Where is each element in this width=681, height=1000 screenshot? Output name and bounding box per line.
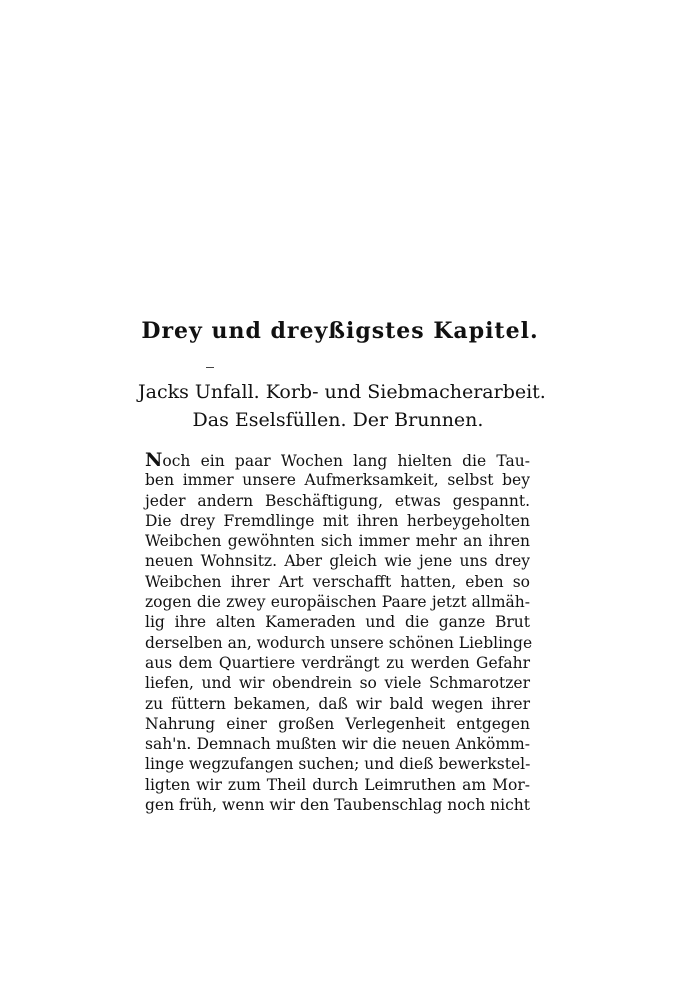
- text-line: liefen, und wir obendrein so viele Schmarotzer: [145, 674, 530, 693]
- text-line: zu füttern bekamen, daß wir bald wegen ihrer: [145, 694, 530, 713]
- chapter-summary-line: Jacks Unfall. Korb- und Siebmacherarbeit.: [138, 381, 546, 403]
- heading-divider: [206, 367, 214, 368]
- text-line: gen früh, wenn wir den Taubenschlag noch nicht: [145, 796, 530, 815]
- text-line: Nahrung einer großen Verlegenheit entgegen: [145, 714, 530, 733]
- text-line: ben immer unsere Aufmerksamkeit, selbst bey: [145, 471, 530, 490]
- text-line: ligten wir zum Theil durch Leimruthen am Mor-: [145, 775, 530, 794]
- text-line: linge wegzufangen suchen; und dieß bewerkstel-: [145, 755, 531, 774]
- text-line: jeder andern Beschäftigung, etwas gespannt.: [145, 491, 530, 510]
- text-line: Die drey Fremdlinge mit ihren herbeygeholten: [145, 511, 530, 530]
- text-line: Weibchen gewöhnten sich immer mehr an ihren: [145, 532, 530, 551]
- chapter-summary-line: Das Eselsfüllen. Der Brunnen.: [192, 409, 484, 431]
- text-line: Weibchen ihrer Art verschafft hatten, eben so: [145, 572, 530, 591]
- chapter-heading: Drey und dreyßigstes Kapitel.: [141, 318, 539, 344]
- body-paragraph: [145, 449, 533, 815]
- text-line: derselben an, wodurch unsere schönen Lieblinge: [145, 633, 533, 652]
- text-line: lig ihre alten Kameraden und die ganze Brut: [145, 613, 530, 632]
- text-line: neuen Wohnsitz. Aber gleich wie jene uns drey: [145, 552, 530, 571]
- text-line: sah'n. Demnach mußten wir die neuen Ankömm-: [145, 735, 530, 754]
- text-line: zogen die zwey europäischen Paare jetzt allmäh-: [145, 593, 530, 612]
- text-line: Noch ein paar Wochen lang hielten die Tau-: [145, 449, 530, 471]
- text-line: aus dem Quartiere verdrängt zu werden Gefahr: [145, 653, 530, 672]
